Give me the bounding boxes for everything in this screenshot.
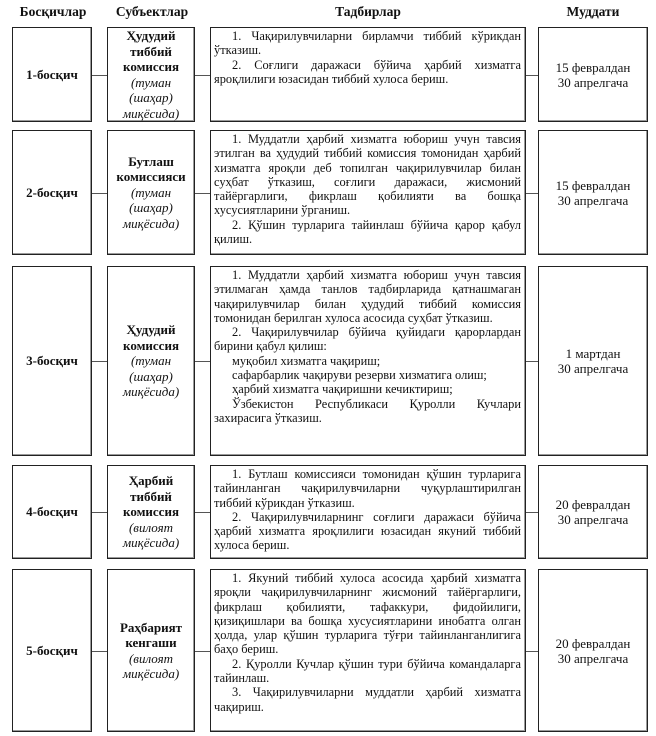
- stage-box: [12, 266, 92, 456]
- subject-location-line: миқёсида): [122, 384, 180, 400]
- stage-box: [12, 465, 92, 559]
- period-to: 30 апрелгача: [557, 512, 629, 527]
- stage-label: 4-босқич: [26, 504, 78, 519]
- header-actions: Тадбирлар: [335, 4, 401, 19]
- period-box: [538, 569, 648, 732]
- action-item: 2. Чақирилувчилар бўйича қуйидаги қарорлардан бирини қабул қилиш:: [214, 325, 521, 354]
- subject-location-line: (туман: [130, 184, 172, 200]
- header-period: Муддати: [566, 4, 620, 19]
- period-from: 15 февралдан: [555, 59, 631, 75]
- subject-box: [107, 266, 195, 456]
- actions-box: [210, 569, 526, 732]
- action-item: муқобил хизматга чақириш;: [232, 353, 381, 368]
- subject-box: [107, 465, 195, 559]
- stage-box: [12, 569, 92, 732]
- period-box: [538, 130, 648, 255]
- action-item: ҳарбий хизматга чақиришни кечиктириш;: [232, 382, 453, 397]
- period-from: 20 февралдан: [555, 497, 631, 512]
- period-from: 20 февралдан: [555, 635, 631, 651]
- connector-line: [526, 361, 538, 362]
- subject-location-line: миқёсида): [122, 535, 180, 551]
- connector-line: [92, 75, 107, 76]
- subject-name-line: тиббий: [130, 488, 172, 504]
- action-item: 1. Якуний тиббий хулоса асосида ҳарбий хизматга яроқли чақирилувчиларнинг жисмоний тайёргарлиги, фикрлаш қобилияти, тафаккури, фидойилиги, қизиқишлари ва бошқа хусусиятларини инобатга олган ҳолда, улар қўшин турларига тўғри тайинланганлигига баҳо бериш.: [214, 571, 521, 657]
- period-box: [538, 27, 648, 122]
- actions-box: [210, 130, 526, 255]
- subject-location-line: (вилоят: [128, 519, 174, 535]
- period-to: 30 апрелгача: [557, 650, 629, 666]
- period-to: 30 апрелгача: [557, 192, 629, 208]
- header-stages: Босқичлар: [19, 4, 87, 19]
- header-subjects: Субъектлар: [115, 4, 189, 19]
- period-from: 1 мартдан: [565, 346, 621, 361]
- connector-line: [92, 651, 107, 652]
- subject-name-line: кенгаши: [125, 635, 177, 650]
- action-item: 2. Қўшин турларига тайинлаш бўйича қарор қабул қилиш.: [214, 217, 521, 247]
- subject-name-line: Ҳарбий: [128, 473, 174, 489]
- subject-box: [107, 27, 195, 122]
- subject-name-line: тиббий: [130, 43, 172, 59]
- period-from: 15 февралдан: [555, 177, 631, 193]
- action-item: 2. Қуролли Кучлар қўшин тури бўйича командаларга тайинлаш.: [214, 656, 521, 686]
- connector-line: [195, 651, 210, 652]
- action-item: 1. Муддатли ҳарбий хизматга юбориш учун тавсия этилган ва ҳудудий тиббий комиссия томонидан ҳарбий хизматга яроқли деб топилган чақирилувчилар билан суҳбат ўтказиш, соғлиги даражаси, жисмоний тайёргарлиги, фикрлаш қобилияти ва бошқа хусусиятларини ўрганиш.: [214, 132, 521, 218]
- subject-location-line: (туман: [130, 74, 172, 90]
- subject-name-line: Бутлаш: [128, 153, 174, 169]
- action-item: сафарбарлик чақируви резерви хизматига олиш;: [232, 368, 487, 383]
- connector-line: [526, 512, 538, 513]
- connector-line: [92, 512, 107, 513]
- stage-box: [12, 130, 92, 255]
- connector-line: [526, 651, 538, 652]
- connector-line: [195, 193, 210, 194]
- subject-box: [107, 569, 195, 732]
- subject-name-line: комиссияси: [116, 169, 186, 185]
- subject-name-line: комиссия: [123, 59, 179, 74]
- action-item: 3. Чақирилувчиларни муддатли ҳарбий хизматга чақириш.: [214, 685, 521, 714]
- stage-label: 5-босқич: [26, 642, 78, 658]
- subject-location-line: (шаҳар): [129, 90, 173, 105]
- stage-label: 2-босқич: [26, 184, 78, 200]
- subject-location-line: (шаҳар): [129, 368, 173, 384]
- action-item: 1. Бутлаш комиссияси томонидан қўшин турларига тайинланган чақирилувчиларни чуқурлаштирилган тиббий кўрикдан ўтказиш.: [214, 467, 521, 510]
- period-to: 30 апрелгача: [557, 361, 629, 376]
- subject-location-line: (туман: [130, 353, 172, 369]
- action-item: 1. Муддатли ҳарбий хизматга юбориш учун тавсия этилмаган ҳамда танлов тадбирларида қатнашмаган чақирилувчилар билан ҳудудий тиббий комиссия томонидан берилган хулоса асосида суҳбат ўтказиш.: [214, 268, 521, 325]
- connector-line: [195, 361, 210, 362]
- actions-box: [210, 27, 526, 122]
- connector-line: [526, 75, 538, 76]
- subject-location-line: (вилоят: [128, 650, 174, 666]
- connector-line: [92, 361, 107, 362]
- stage-box: [12, 27, 92, 122]
- stage-label: 3-босқич: [26, 353, 78, 368]
- subject-name-line: Ҳудудий: [126, 28, 176, 43]
- subject-name-line: Раҳбарият: [119, 619, 183, 635]
- action-item: 2. Соғлиги даражаси бўйича ҳарбий хизматга яроқлилиги юзасидан тиббий хулоса бериш.: [214, 57, 521, 86]
- connector-line: [195, 75, 210, 76]
- connector-line: [92, 193, 107, 194]
- subject-location-line: миқёсида): [122, 215, 180, 231]
- connector-line: [526, 193, 538, 194]
- period-box: [538, 465, 648, 559]
- subject-name-line: комиссия: [123, 337, 179, 353]
- subject-name-line: Ҳудудий: [126, 322, 176, 338]
- subject-name-line: комиссия: [123, 504, 179, 520]
- action-item: 2. Чақирилувчиларнинг соғлиги даражаси бўйича ҳарбий хизматга яроқлилиги юзасидан якуний тиббий хулоса бериш.: [214, 509, 521, 553]
- actions-box: [210, 465, 526, 559]
- subject-location-line: (шаҳар): [129, 200, 173, 216]
- subject-location-line: миқёсида): [122, 666, 180, 681]
- actions-box: [210, 266, 526, 456]
- action-item: 1. Чақирилувчиларни бирламчи тиббий кўрикдан ўтказиш.: [214, 29, 521, 58]
- connector-line: [195, 512, 210, 513]
- subject-location-line: миқёсида): [122, 105, 180, 121]
- period-box: [538, 266, 648, 456]
- subject-box: [107, 130, 195, 255]
- stage-label: 1-босқич: [26, 66, 78, 82]
- period-to: 30 апрелгача: [557, 74, 629, 90]
- action-item: Ўзбекистон Республикаси Қуролли Кучлари захирасига ўтказиш.: [214, 396, 521, 425]
